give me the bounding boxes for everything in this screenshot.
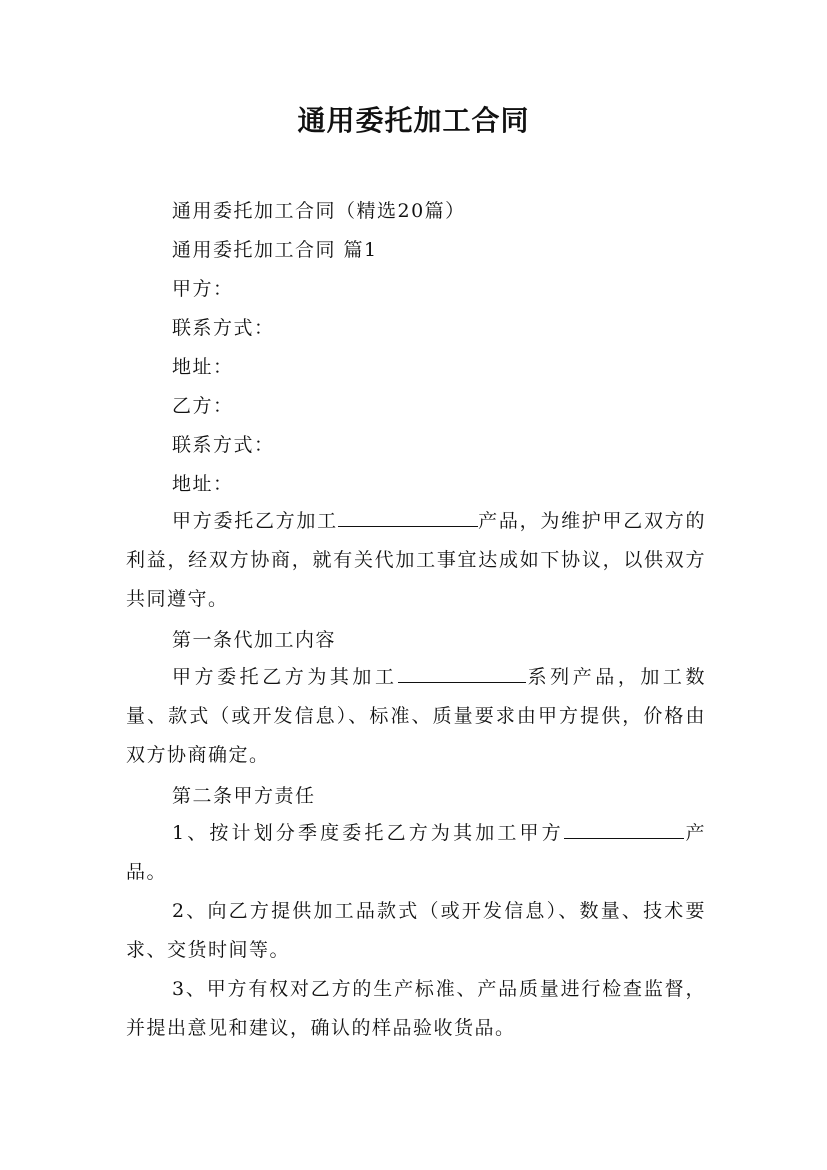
article-1-paragraph [126, 658, 706, 775]
article-1-heading: 第一条代加工内容 [172, 629, 337, 651]
article-2-item-2: 2、向乙方提供加工品款式（或开发信息）、数量、技术要求、交货时间等。 [126, 900, 706, 961]
article-2-item-1 [126, 814, 706, 892]
address-a-label: 地址： [172, 356, 234, 378]
article-1-text-after-blank: 系列产品，加工数量、款式（或开发信息）、标准、质量要求由甲方提供，价格由双方协商确定。 [126, 666, 706, 766]
document-title: 通用委托加工合同 [297, 104, 530, 137]
party-b-label: 乙方： [172, 395, 234, 417]
party-a-label: 甲方： [172, 278, 234, 300]
item-1-text-before-blank: 1、按计划分季度委托乙方为其加工甲方 [172, 822, 564, 844]
intro-text-after-blank: 产品，为维护甲乙双方的利益，经双方协商，就有关代加工事宜达成如下协议，以供双方共同遵守。 [126, 510, 706, 610]
series-blank-line [398, 662, 526, 683]
address-b-label: 地址： [172, 473, 234, 495]
section-title: 通用委托加工合同 篇1 [172, 239, 378, 261]
product-blank-line [338, 506, 478, 527]
contact-a-label: 联系方式： [172, 317, 275, 339]
intro-text-before-blank: 甲方委托乙方加工 [172, 510, 338, 532]
article-1-text-before-blank: 甲方委托乙方为其加工 [172, 666, 398, 688]
item-1-blank-line [564, 818, 684, 839]
document-subtitle: 通用委托加工合同（精选20篇） [172, 200, 466, 222]
intro-paragraph [126, 502, 706, 619]
item-1-text-after-blank: 产品。 [126, 822, 706, 883]
article-2-item-3: 3、甲方有权对乙方的生产标准、产品质量进行检查监督，并提出意见和建议，确认的样品验收货品。 [126, 978, 706, 1039]
contact-b-label: 联系方式： [172, 434, 275, 456]
article-2-heading: 第二条甲方责任 [172, 785, 316, 807]
